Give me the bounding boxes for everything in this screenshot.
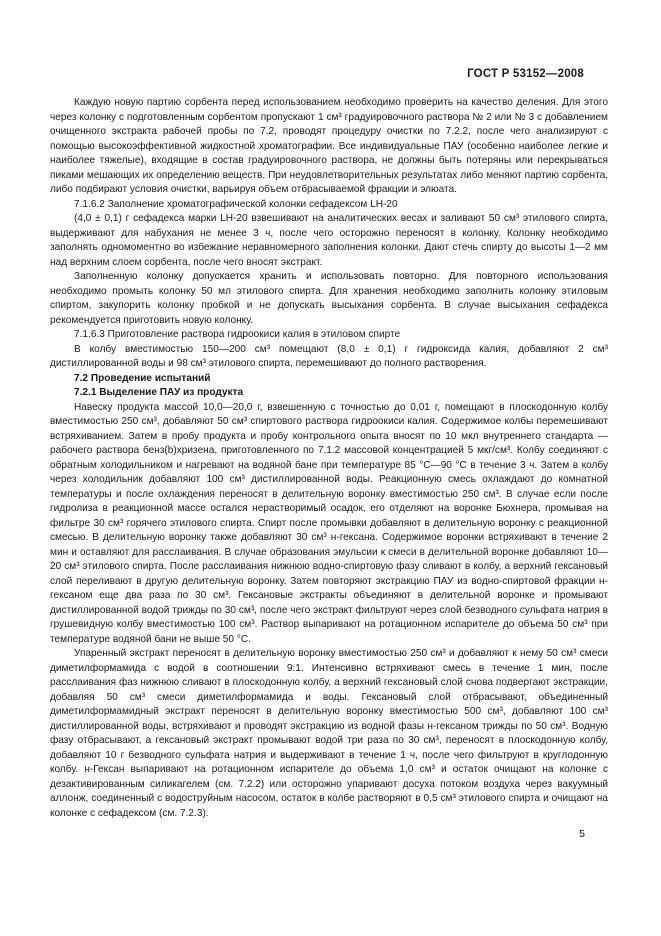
paragraph-koh-solution: В колбу вместимостью 150—200 см³ помещают (8,0 ± 0,1) г гидроксида калия, добавляют 2 см³ дистиллированной воды и 98 см³ этилового спирта, перемешивают до полного растворения. [50, 343, 608, 369]
paragraph-dmf-extraction: Упаренный экстракт переносят в делительную воронку вместимостью 250 см³ и добавляют к нему 50 см³ смеси диметилформамида с водой в соотношении 9:1. Интенсивно встряхивают смесь в течение 1 мин, после расслаивания фаз нижнюю сливают в плоскодонную колбу, а верхний гексановый слой снова подвергают экстракции, добавляя 50 см³ смеси диметилформамида и воды. Гексановый слой отбрасывают, объединенный диметилформамидный экстракт переносят в делительную воронку вместимостью 500 см³, добавляют 100 см³ дистиллированной воды, встряхивают и проводят экстракцию из водной фазы н-гексаном трижды по 50 см³. Водную фазу отбрасывают, а гексановый экстракт промывают водой три раза по 30 см³, переносят в плоскодонную колбу, добавляют 10 г безводного сульфата натрия и выдерживают в течение 1 ч, после чего фильтруют в круглодонную колбу. н-Гексан выпаривают на ротационном испарителе до объема 1,0 см³ и остаток очищают на колонке с дезактивированным силикагелем (см. 7.2.2) или осторожно упаривают досуха потоком воздуха через вакуумный аллонж, соединенный с водоструйным насосом, остаток в колбе растворяют в 0,5 см³ этилового спирта и очищают на колонке с сефадексом (см. 7.2.3). [50, 648, 608, 819]
section-7-2-heading: 7.2 Проведение испытаний [74, 372, 211, 384]
paragraph-sorbent-quality: Каждую новую партию сорбента перед использованием необходимо проверить на качество деления. Для этого через колонку с подготовленным сорбентом пропускают 1 см³ градуировочного раствора № 2 или № 3 с добавлением очищенного экстракта рабочей пробы по 7.2, проводят процедуру очистки по 7.2.2, после чего анализируют с помощью высокоэффективной жидкостной хроматографии. Все индивидуальные ПАУ (особенно наиболее легкие и наиболее тяжелые), входящие в состав градуировочного раствора, не должны быть потеряны или перекрываться пиками мешающих их определению веществ. При неудовлетворительных результатах либо меняют партию сорбента, либо подбирают условия очистки, варьируя объем отбрасываемой фракции и элюата. [50, 97, 608, 195]
standard-number: ГОСТ Р 53152—2008 [467, 68, 584, 80]
paragraph-pah-extraction: Навеску продукта массой 10,0—20,0 г, взвешенную с точностью до 0,01 г, помещают в плоскодонную колбу вместимостью 250 см³, добавляют 50 см³ спиртового раствора гидроокиси калия. Содержимое колбы перемешивают встряхиванием. Затем в пробу продукта и пробу контрольного опыта вносят по 10 мкл внутреннего стандарта — рабочего раствора бенз(b)хризена, приготовленного по 7.1.2 массовой концентрацией 5 мкг/см³. Колбу соединяют с обратным холодильником и нагревают на водяной бане при температуре 85 °С—90 °С в течение 3 ч. Затем в колбу через холодильник добавляют 100 см³ дистиллированной воды. Реакционную смесь охлаждают до комнатной температуры и после охлаждения переносят в делительную воронку вместимостью 250 см³. В случае если после гидролиза в реакционной массе остался нерастворимый осадок, его отделяют на воронке Бюхнера, промывая на фильтре 30 см³ горячего этилового спирта. Спирт после промывки добавляют в делительную воронку с реакционной смесью. В делительную воронку также добавляют 30 см³ н-гексана. Содержимое воронки встряхивают в течение 2 мин и оставляют для расслаивания. В случае образования эмульсии к смеси в делительной воронке добавляют 10—20 см³ этилового спирта. После расслаивания нижнюю водно-спиртовую фазу сливают в колбу, а верхний гексановый слой переливают в другую делительную воронку. Затем повторяют экстракцию ПАУ из водно-спиртовой фракции н-гексаном еще два раза по 30 см³. Гексановые экстракты объединяют в делительной воронке и промывают дистиллированной водой трижды по 30 см³, после чего экстракт фильтруют через слой безводного сульфата натрия в грушевидную колбу вместимостью 100 см³. Раствор выпаривают на ротационном испарителе до объема 50 см³ при температуре водяной бани не выше 50 °С. [50, 401, 608, 645]
paragraph-sephadex-filling: (4,0 ± 0,1) г сефадекса марки LH-20 взвешивают на аналитических весах и заливают 50 см³ этилового спирта, выдерживают для набухания не менее 3 ч, после чего осторожно переносят в колонку. Колонку необходимо заполнять одномоментно во избежание неравномерного заполнения колонки. Дают стечь спирту до высоты 1—2 мм над верхним слоем сорбента, после чего вносят экстракт. [50, 213, 608, 268]
subsection-7-1-6-3-heading: 7.1.6.3 Приготовление раствора гидроокиси калия в этиловом спирте [74, 329, 401, 340]
subsection-7-1-6-2-heading: 7.1.6.2 Заполнение хроматографической колонки сефадексом LH-20 [74, 198, 398, 210]
paragraph-column-storage: Заполненную колонку допускается хранить и использовать повторно. Для повторного использования необходимо промыть колонку 50 мл этилового спирта. Для хранения необходимо заполнить колонку этиловым спиртом, закупорить колонку пробкой и не допускать высыхания сорбента. В случае высыхания сефадекса рекомендуется приготовить новую колонку. [50, 271, 608, 326]
section-7-2-1-heading: 7.2.1 Выделение ПАУ из продукта [74, 387, 244, 398]
document-body [50, 96, 608, 821]
page-number: 5 [579, 828, 585, 840]
